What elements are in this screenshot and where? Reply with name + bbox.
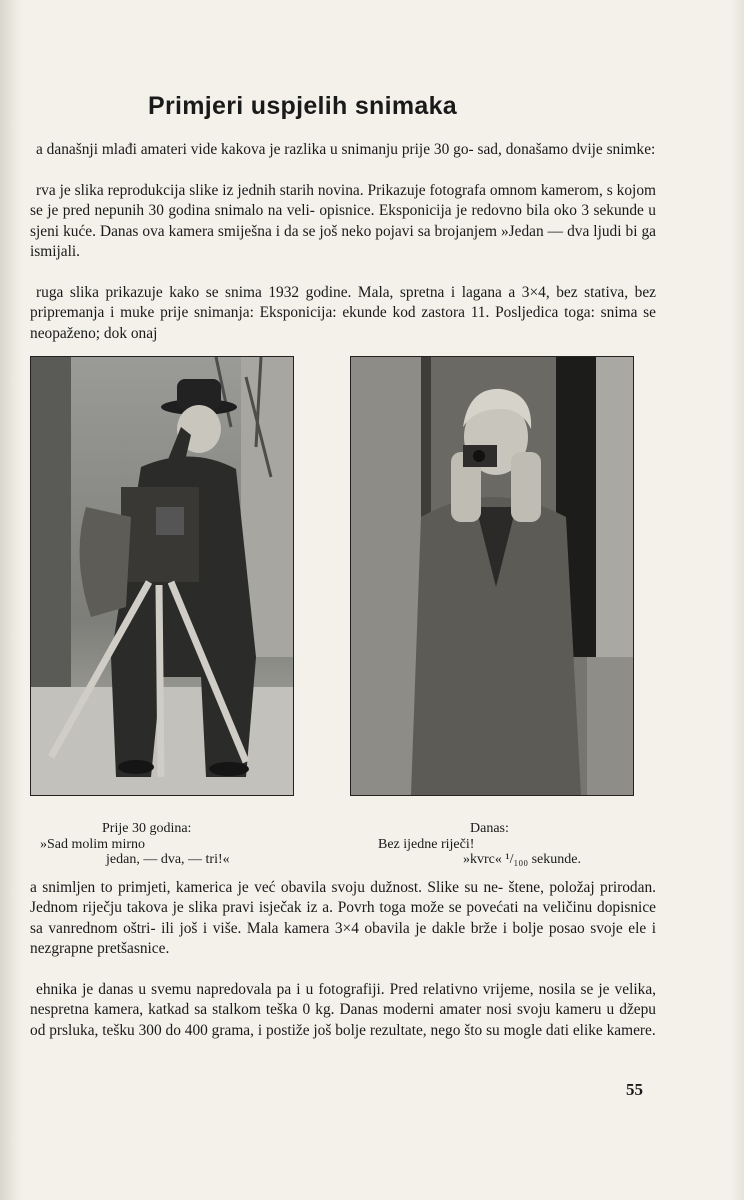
photo-modern-photographer: [350, 356, 634, 796]
caption-right-line-1: Danas:: [470, 821, 509, 836]
caption-left-line-1: Prije 30 godina:: [102, 821, 192, 836]
paragraph-continuation: a snimljen to primjeti, kamerica je već obavila svoju dužnost. Slike su ne- štene, položaj prirodan. Jednom riječju takova je slika pravi isječak iz a. Povrh toga može se povećati na veličinu dopisnice sa vanrednom oštri- ili još i više. Mala kamera 3×4 obavila je dakle brže i bolje posao svoje ele i nezgrapne pretšasnice.: [30, 879, 656, 958]
page-edge-shadow: [730, 0, 744, 1200]
paragraph-intro: a današnji mlađi amateri vide kakova je razlika u snimanju prije 30 go- sad, donašamo dvije snimke:: [36, 141, 656, 158]
page-gutter: [0, 0, 22, 1200]
caption-left-line-3: jedan, — dva, — tri!«: [106, 852, 230, 867]
caption-right-line-3: »kvrc« ¹/₁₀₀ sekunde.: [463, 852, 581, 867]
page-number: 55: [626, 1080, 643, 1099]
paragraph-first-photo: rva je slika reprodukcija slike iz jednih starih novina. Prikazuje fotografa omnom kamerom, s kojom se je pred nepunih 30 godina snimalo na veli- opisnice. Eksponicija je redovno bila oko 3 sekunde u sjeni kuće. Danas ova kamera smiješna i da se još neko pojavi sa brojanjem »Jedan — dva ljudi bi ga ismijali.: [30, 182, 656, 261]
caption-right-line-2: Bez ijedne riječi!: [378, 837, 475, 852]
photo-old-photographer: [30, 356, 294, 796]
caption-left-line-2: »Sad molim mirno: [40, 837, 145, 852]
article-title: Primjeri uspjelih snimaka: [148, 92, 458, 120]
paragraph-second-photo: ruga slika prikazuje kako se snima 1932 godine. Mala, spretna i lagana a 3×4, bez stativa, bez pripremanja i muke prije snimanja: Eksponicija: ekunde kod zastora 11. Posljedica toga: snima se neopaženo; dok onaj: [30, 284, 656, 342]
paragraph-technique: ehnika je danas u svemu napredovala pa i u fotografiji. Pred relativno vrijeme, nosila se je velika, nespretna kamera, katkad sa stalkom teška 0 kg. Danas moderni amater nosi svoju kameru u džepu od prsluka, tešku 300 do 400 grama, i postiže još bolje rezultate, nego što su mogle dati elike kamere.: [30, 981, 656, 1039]
